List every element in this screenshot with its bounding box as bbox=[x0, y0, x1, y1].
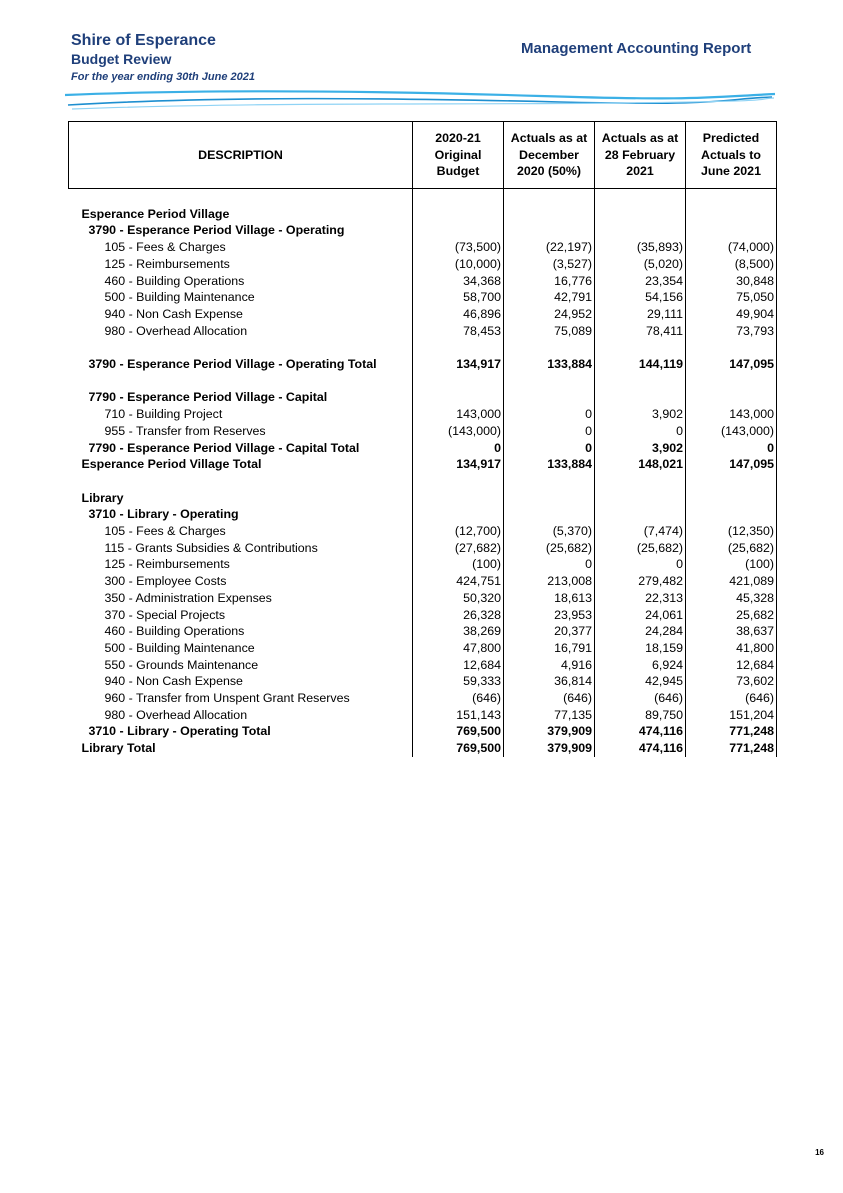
original-budget-cell: 769,500 bbox=[413, 723, 504, 740]
actuals-february-cell: 0 bbox=[595, 423, 686, 440]
line-item-row bbox=[69, 239, 777, 256]
predicted-actuals-cell: (8,500) bbox=[686, 256, 777, 273]
actuals-december-cell: 20,377 bbox=[504, 623, 595, 640]
spacer-cell bbox=[69, 473, 413, 490]
description-text: 960 - Transfer from Unspent Grant Reserves bbox=[104, 691, 350, 706]
description-text: Esperance Period Village Total bbox=[81, 457, 262, 472]
predicted-actuals-cell bbox=[686, 222, 777, 239]
description-text: 105 - Fees & Charges bbox=[104, 240, 226, 255]
spacer-cell bbox=[595, 473, 686, 490]
actuals-february-cell: 0 bbox=[595, 556, 686, 573]
spacer-cell bbox=[504, 339, 595, 356]
line-item-row bbox=[69, 406, 777, 423]
header-swoosh-decoration bbox=[60, 85, 780, 115]
predicted-actuals-cell: (646) bbox=[686, 690, 777, 707]
line-item-row bbox=[69, 306, 777, 323]
actuals-february-cell bbox=[595, 222, 686, 239]
actuals-december-cell: 16,776 bbox=[504, 273, 595, 290]
description-cell bbox=[69, 740, 413, 757]
description-text: 350 - Administration Expenses bbox=[104, 590, 272, 605]
original-budget-cell: 78,453 bbox=[413, 323, 504, 340]
actuals-february-cell: 54,156 bbox=[595, 289, 686, 306]
spacer-cell bbox=[504, 189, 595, 206]
actuals-february-cell bbox=[595, 490, 686, 507]
original-budget-cell: 769,500 bbox=[413, 740, 504, 757]
actuals-december-cell: 133,884 bbox=[504, 356, 595, 373]
original-budget-cell: 34,368 bbox=[413, 273, 504, 290]
actuals-december-cell bbox=[504, 490, 595, 507]
actuals-february-cell bbox=[595, 506, 686, 523]
original-budget-cell: 424,751 bbox=[413, 573, 504, 590]
description-text: 500 - Building Maintenance bbox=[104, 290, 255, 305]
predicted-actuals-cell: 147,095 bbox=[686, 456, 777, 473]
actuals-december-cell: 379,909 bbox=[504, 740, 595, 757]
line-item-row bbox=[69, 623, 777, 640]
spacer-cell bbox=[69, 339, 413, 356]
predicted-actuals-cell: 25,682 bbox=[686, 607, 777, 624]
original-budget-cell: 151,143 bbox=[413, 707, 504, 724]
predicted-actuals-cell: 147,095 bbox=[686, 356, 777, 373]
spacer-cell bbox=[413, 473, 504, 490]
original-budget-cell: 143,000 bbox=[413, 406, 504, 423]
original-budget-cell: (27,682) bbox=[413, 540, 504, 557]
spacer-cell bbox=[595, 189, 686, 206]
actuals-february-cell: (5,020) bbox=[595, 256, 686, 273]
section-heading-row bbox=[69, 206, 777, 223]
original-budget-cell: 12,684 bbox=[413, 657, 504, 674]
actuals-december-cell: 18,613 bbox=[504, 590, 595, 607]
actuals-december-cell bbox=[504, 389, 595, 406]
spacer-cell bbox=[686, 189, 777, 206]
actuals-december-cell bbox=[504, 206, 595, 223]
description-cell bbox=[69, 490, 413, 507]
actuals-december-cell: (3,527) bbox=[504, 256, 595, 273]
actuals-december-cell: 24,952 bbox=[504, 306, 595, 323]
description-text: 3710 - Library - Operating bbox=[88, 507, 239, 522]
line-item-row bbox=[69, 556, 777, 573]
description-text: Esperance Period Village bbox=[81, 206, 230, 221]
original-budget-cell bbox=[413, 222, 504, 239]
actuals-december-cell: 77,135 bbox=[504, 707, 595, 724]
original-budget-cell: 38,269 bbox=[413, 623, 504, 640]
line-item-row bbox=[69, 256, 777, 273]
spacer-row bbox=[69, 373, 777, 390]
spacer-row bbox=[69, 473, 777, 490]
predicted-actuals-cell: (12,350) bbox=[686, 523, 777, 540]
actuals-february-cell: 23,354 bbox=[595, 273, 686, 290]
original-budget-cell bbox=[413, 389, 504, 406]
original-budget-cell: 50,320 bbox=[413, 590, 504, 607]
actuals-february-cell: 89,750 bbox=[595, 707, 686, 724]
spacer-cell bbox=[504, 373, 595, 390]
actuals-december-cell: 0 bbox=[504, 440, 595, 457]
description-cell bbox=[69, 273, 413, 290]
original-budget-cell: (10,000) bbox=[413, 256, 504, 273]
actuals-february-cell: 3,902 bbox=[595, 406, 686, 423]
actuals-december-cell: 213,008 bbox=[504, 573, 595, 590]
line-item-row bbox=[69, 657, 777, 674]
actuals-february-cell: (646) bbox=[595, 690, 686, 707]
line-item-row bbox=[69, 707, 777, 724]
report-subtitle: Budget Review bbox=[71, 51, 172, 67]
original-budget-cell bbox=[413, 506, 504, 523]
original-budget-cell: 58,700 bbox=[413, 289, 504, 306]
description-text: 460 - Building Operations bbox=[104, 624, 245, 639]
description-cell bbox=[69, 540, 413, 557]
actuals-february-cell: 29,111 bbox=[595, 306, 686, 323]
spacer-cell bbox=[504, 473, 595, 490]
budget-review-table bbox=[68, 121, 777, 757]
original-budget-cell: 134,917 bbox=[413, 456, 504, 473]
actuals-february-cell: 474,116 bbox=[595, 740, 686, 757]
description-cell bbox=[69, 239, 413, 256]
actuals-december-cell: 36,814 bbox=[504, 673, 595, 690]
description-cell bbox=[69, 440, 413, 457]
description-cell bbox=[69, 206, 413, 223]
predicted-actuals-cell: (25,682) bbox=[686, 540, 777, 557]
predicted-actuals-cell: 771,248 bbox=[686, 723, 777, 740]
actuals-february-cell: 279,482 bbox=[595, 573, 686, 590]
description-text: 105 - Fees & Charges bbox=[104, 524, 226, 538]
description-text: 115 - Grants Subsidies & Contributions bbox=[104, 540, 318, 555]
spacer-cell bbox=[69, 373, 413, 390]
predicted-actuals-cell: 75,050 bbox=[686, 289, 777, 306]
description-cell bbox=[69, 573, 413, 590]
actuals-december-cell bbox=[504, 222, 595, 239]
actuals-december-cell: (646) bbox=[504, 690, 595, 707]
actuals-february-cell: 144,119 bbox=[595, 356, 686, 373]
spacer-row bbox=[69, 189, 777, 206]
total-row bbox=[69, 356, 777, 373]
original-budget-cell: (100) bbox=[413, 556, 504, 573]
predicted-actuals-cell: 30,848 bbox=[686, 273, 777, 290]
description-cell bbox=[69, 723, 413, 740]
report-title: Management Accounting Report bbox=[521, 40, 752, 57]
actuals-february-cell: (7,474) bbox=[595, 523, 686, 540]
predicted-actuals-cell: 12,684 bbox=[686, 657, 777, 674]
description-text: 955 - Transfer from Reserves bbox=[104, 423, 266, 438]
description-text: Library Total bbox=[81, 741, 156, 756]
original-budget-cell: 47,800 bbox=[413, 640, 504, 657]
description-text: Library bbox=[81, 490, 124, 505]
spacer-cell bbox=[686, 473, 777, 490]
total-row bbox=[69, 740, 777, 757]
description-text: 460 - Building Operations bbox=[104, 273, 245, 288]
line-item-row bbox=[69, 640, 777, 657]
description-text: 980 - Overhead Allocation bbox=[104, 707, 248, 722]
report-period: For the year ending 30th June 2021 bbox=[71, 71, 256, 83]
predicted-actuals-cell: 771,248 bbox=[686, 740, 777, 757]
column-header-actuals-december: Actuals as at December 2020 (50%) bbox=[504, 122, 595, 189]
actuals-december-cell: (25,682) bbox=[504, 540, 595, 557]
line-item-row bbox=[69, 573, 777, 590]
actuals-december-cell: 75,089 bbox=[504, 323, 595, 340]
description-text: 7790 - Esperance Period Village - Capital Total bbox=[88, 440, 360, 455]
actuals-february-cell: (25,682) bbox=[595, 540, 686, 557]
predicted-actuals-cell: 421,089 bbox=[686, 573, 777, 590]
original-budget-cell: 59,333 bbox=[413, 673, 504, 690]
description-cell bbox=[69, 690, 413, 707]
section-heading-row bbox=[69, 490, 777, 507]
predicted-actuals-cell: 151,204 bbox=[686, 707, 777, 724]
predicted-actuals-cell: 73,793 bbox=[686, 323, 777, 340]
original-budget-cell bbox=[413, 206, 504, 223]
description-text: 3790 - Esperance Period Village - Operating bbox=[88, 223, 345, 238]
spacer-cell bbox=[413, 339, 504, 356]
spacer-cell bbox=[69, 189, 413, 206]
original-budget-cell: 46,896 bbox=[413, 306, 504, 323]
description-text: 550 - Grounds Maintenance bbox=[104, 657, 259, 672]
actuals-february-cell: 42,945 bbox=[595, 673, 686, 690]
description-text: 3710 - Library - Operating Total bbox=[88, 724, 271, 739]
actuals-december-cell: 16,791 bbox=[504, 640, 595, 657]
line-item-row bbox=[69, 323, 777, 340]
actuals-december-cell: (5,370) bbox=[504, 523, 595, 540]
line-item-row bbox=[69, 289, 777, 306]
line-item-row bbox=[69, 423, 777, 440]
original-budget-cell: (143,000) bbox=[413, 423, 504, 440]
spacer-cell bbox=[413, 373, 504, 390]
predicted-actuals-cell bbox=[686, 506, 777, 523]
table-body bbox=[69, 189, 777, 757]
description-cell bbox=[69, 707, 413, 724]
original-budget-cell: (73,500) bbox=[413, 239, 504, 256]
section-heading-row bbox=[69, 506, 777, 523]
actuals-february-cell: (35,893) bbox=[595, 239, 686, 256]
spacer-cell bbox=[686, 373, 777, 390]
spacer-cell bbox=[413, 189, 504, 206]
original-budget-cell: (646) bbox=[413, 690, 504, 707]
description-text: 7790 - Esperance Period Village - Capital bbox=[88, 390, 328, 405]
column-header-description: DESCRIPTION bbox=[69, 122, 413, 189]
actuals-february-cell: 24,284 bbox=[595, 623, 686, 640]
spacer-row bbox=[69, 339, 777, 356]
description-cell bbox=[69, 590, 413, 607]
description-cell bbox=[69, 356, 413, 373]
spacer-cell bbox=[595, 339, 686, 356]
description-cell bbox=[69, 456, 413, 473]
description-cell bbox=[69, 506, 413, 523]
column-header-predicted-actuals: Predicted Actuals to June 2021 bbox=[686, 122, 777, 189]
description-text: 125 - Reimbursements bbox=[104, 256, 230, 271]
actuals-february-cell bbox=[595, 389, 686, 406]
description-cell bbox=[69, 406, 413, 423]
description-cell bbox=[69, 640, 413, 657]
original-budget-cell: 134,917 bbox=[413, 356, 504, 373]
line-item-row bbox=[69, 690, 777, 707]
actuals-december-cell: 0 bbox=[504, 556, 595, 573]
table-header-row bbox=[69, 122, 777, 189]
actuals-december-cell: 23,953 bbox=[504, 607, 595, 624]
line-item-row bbox=[69, 523, 777, 540]
predicted-actuals-cell: 0 bbox=[686, 440, 777, 457]
report-header-left bbox=[71, 31, 255, 85]
description-text: 500 - Building Maintenance bbox=[104, 640, 255, 655]
description-cell bbox=[69, 256, 413, 273]
actuals-february-cell: 6,924 bbox=[595, 657, 686, 674]
actuals-february-cell: 78,411 bbox=[595, 323, 686, 340]
actuals-december-cell bbox=[504, 506, 595, 523]
actuals-february-cell: 22,313 bbox=[595, 590, 686, 607]
original-budget-cell bbox=[413, 490, 504, 507]
predicted-actuals-cell: 41,800 bbox=[686, 640, 777, 657]
actuals-december-cell: 0 bbox=[504, 423, 595, 440]
total-row bbox=[69, 440, 777, 457]
original-budget-cell: 26,328 bbox=[413, 607, 504, 624]
description-text: 940 - Non Cash Expense bbox=[104, 674, 243, 689]
actuals-february-cell: 474,116 bbox=[595, 723, 686, 740]
description-cell bbox=[69, 306, 413, 323]
actuals-february-cell: 18,159 bbox=[595, 640, 686, 657]
description-text: 940 - Non Cash Expense bbox=[104, 306, 243, 321]
column-header-original-budget: 2020-21 Original Budget bbox=[413, 122, 504, 189]
actuals-february-cell: 148,021 bbox=[595, 456, 686, 473]
original-budget-cell: 0 bbox=[413, 440, 504, 457]
spacer-cell bbox=[595, 373, 686, 390]
predicted-actuals-cell: 73,602 bbox=[686, 673, 777, 690]
description-text: 710 - Building Project bbox=[104, 407, 223, 422]
total-row bbox=[69, 723, 777, 740]
actuals-february-cell bbox=[595, 206, 686, 223]
description-cell bbox=[69, 323, 413, 340]
description-text: 980 - Overhead Allocation bbox=[104, 323, 248, 338]
description-text: 370 - Special Projects bbox=[104, 607, 226, 622]
line-item-row bbox=[69, 590, 777, 607]
spacer-cell bbox=[686, 339, 777, 356]
description-text: 3790 - Esperance Period Village - Operating Total bbox=[88, 357, 377, 371]
predicted-actuals-cell: (100) bbox=[686, 556, 777, 573]
description-cell bbox=[69, 623, 413, 640]
predicted-actuals-cell bbox=[686, 490, 777, 507]
description-cell bbox=[69, 289, 413, 306]
actuals-february-cell: 3,902 bbox=[595, 440, 686, 457]
total-row bbox=[69, 456, 777, 473]
predicted-actuals-cell: (143,000) bbox=[686, 423, 777, 440]
predicted-actuals-cell: 49,904 bbox=[686, 306, 777, 323]
actuals-december-cell: 4,916 bbox=[504, 657, 595, 674]
line-item-row bbox=[69, 607, 777, 624]
description-cell bbox=[69, 389, 413, 406]
actuals-february-cell: 24,061 bbox=[595, 607, 686, 624]
predicted-actuals-cell: 45,328 bbox=[686, 590, 777, 607]
description-cell bbox=[69, 673, 413, 690]
line-item-row bbox=[69, 673, 777, 690]
description-text: 125 - Reimbursements bbox=[104, 557, 230, 572]
predicted-actuals-cell bbox=[686, 206, 777, 223]
actuals-december-cell: 379,909 bbox=[504, 723, 595, 740]
description-cell bbox=[69, 523, 413, 540]
description-cell bbox=[69, 556, 413, 573]
section-heading-row bbox=[69, 222, 777, 239]
line-item-row bbox=[69, 273, 777, 290]
column-header-actuals-february: Actuals as at 28 February 2021 bbox=[595, 122, 686, 189]
description-cell bbox=[69, 222, 413, 239]
page-number: 16 bbox=[815, 1148, 824, 1157]
description-cell bbox=[69, 423, 413, 440]
section-heading-row bbox=[69, 389, 777, 406]
description-text: 300 - Employee Costs bbox=[104, 574, 227, 589]
predicted-actuals-cell: 38,637 bbox=[686, 623, 777, 640]
actuals-december-cell: 133,884 bbox=[504, 456, 595, 473]
actuals-december-cell: (22,197) bbox=[504, 239, 595, 256]
predicted-actuals-cell: 143,000 bbox=[686, 406, 777, 423]
predicted-actuals-cell: (74,000) bbox=[686, 239, 777, 256]
organisation-name: Shire of Esperance bbox=[71, 32, 216, 49]
actuals-december-cell: 42,791 bbox=[504, 289, 595, 306]
actuals-december-cell: 0 bbox=[504, 406, 595, 423]
line-item-row bbox=[69, 540, 777, 557]
predicted-actuals-cell bbox=[686, 389, 777, 406]
description-cell bbox=[69, 607, 413, 624]
description-cell bbox=[69, 657, 413, 674]
original-budget-cell: (12,700) bbox=[413, 523, 504, 540]
